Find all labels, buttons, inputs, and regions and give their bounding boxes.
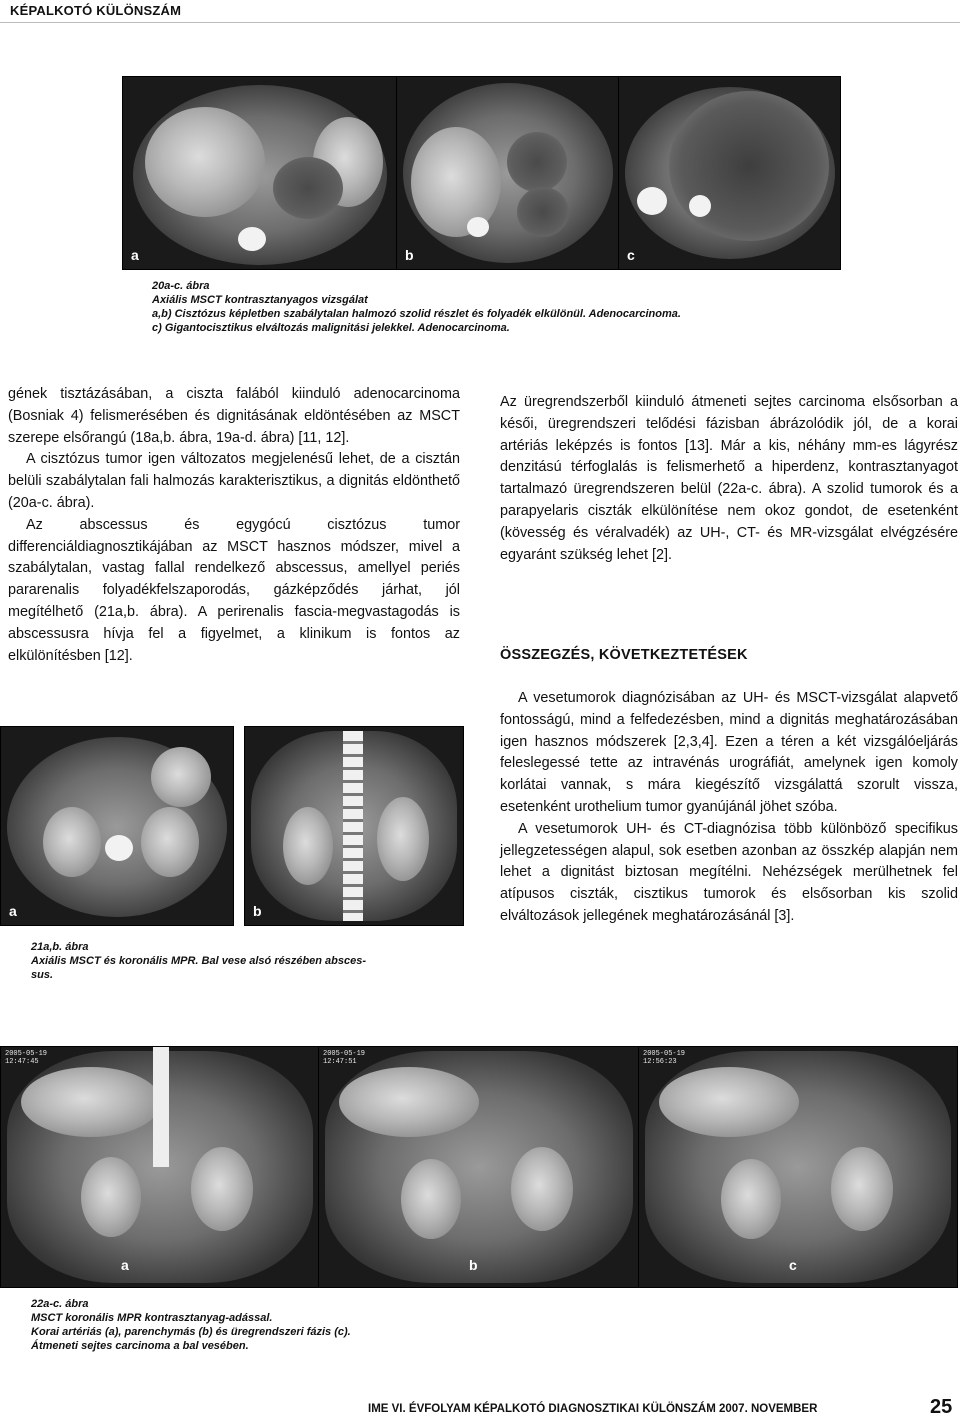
figure-22 bbox=[0, 1046, 956, 1286]
figure-21-caption-line: Axiális MSCT és koronális MPR. Bal vese alsó részében absces- bbox=[31, 955, 367, 967]
figure-21-number: 21a,b. ábra bbox=[31, 941, 89, 953]
right-column-bottom bbox=[500, 688, 958, 928]
ct-image-22c bbox=[638, 1046, 958, 1288]
panel-letter-a: a bbox=[121, 1257, 129, 1273]
panel-letter-c: c bbox=[627, 247, 635, 263]
page-number: 25 bbox=[930, 1396, 953, 1418]
figure-22-caption-line: MSCT koronális MPR kontrasztanyag-adással. bbox=[31, 1312, 273, 1324]
right-paragraph-1: Az üregrendszerből kiinduló átmeneti sejtes carcinoma elsősorban a késői, üregrendszeri telődési fázisban ábrázolódik jól, de a korai artériás leképzés is fontos [13]. Már a kis, néhány mm-es lágyrész denzitású térfoglalás is felismerhető a hiperdenz, kontrasztanyagot tartalmazó üregrendszeren belül (22a-c. ábra). A szolid tumorok és a parapyelaris ciszták elkülönítése nem okoz gondot, de esetenként (kövesség és véralvadék) az UH-, CT- és MR-vizsgálat elvégzésére egyaránt szükség lehet [2]. bbox=[500, 394, 958, 563]
figure-20-caption bbox=[152, 279, 681, 335]
ct-image-22b bbox=[318, 1046, 640, 1288]
left-paragraph-2: A cisztózus tumor igen változatos megjelenésű lehet, de a cisztán belüli szabálytalan fali halmozás karakterisztikus, a dignitás eldönthető (20a-c. ábra). bbox=[8, 451, 460, 511]
page-footer: IME VI. ÉVFOLYAM KÉPALKOTÓ DIAGNOSZTIKAI KÜLÖNSZÁM 2007. NOVEMBER bbox=[368, 1403, 818, 1415]
figure-22-caption-line: Átmeneti sejtes carcinoma a bal vesében. bbox=[31, 1340, 249, 1352]
figure-21-caption-line: sus. bbox=[31, 969, 54, 981]
ct-overlay-text: 2005-05-19 12:47:45 bbox=[5, 1050, 48, 1066]
figure-20-caption-line: a,b) Cisztózus képletben szabálytalan halmozó szolid részlet és folyadék elkülönül. Adenocarcinoma. bbox=[152, 308, 681, 320]
page-header bbox=[0, 0, 960, 23]
panel-letter-a: a bbox=[9, 903, 17, 919]
panel-letter-b: b bbox=[405, 247, 414, 263]
right-paragraph-2: A vesetumorok diagnózisában az UH- és MSCT-vizsgálat alapvető fontosságú, mind a felfedezésben, mind a dignitás meghatározásában igen hasznos módszerek [2,3,4]. Ezen a téren a két vizsgálóeljárás feleslegessé tette az intravénás urográfiát, amelynek igen komoly korlátai vannak, s mára kiegészítő vizsgálattá szorult vissza, esetenként urothelium tumor gyanújánál jöhet szóba. bbox=[500, 690, 958, 815]
panel-letter-a: a bbox=[131, 247, 139, 263]
figure-20 bbox=[122, 76, 839, 268]
header-title: KÉPALKOTÓ KÜLÖNSZÁM bbox=[10, 3, 182, 18]
figure-22-caption bbox=[31, 1297, 351, 1353]
panel-letter-b: b bbox=[469, 1257, 478, 1273]
ct-image-20c bbox=[618, 76, 841, 270]
right-column-top bbox=[500, 392, 958, 566]
ct-overlay-text: 2005-05-19 12:47:51 bbox=[323, 1050, 366, 1066]
left-column bbox=[8, 384, 460, 667]
panel-letter-c: c bbox=[789, 1257, 797, 1273]
figure-22-number: 22a-c. ábra bbox=[31, 1298, 89, 1310]
ct-image-20b bbox=[396, 76, 620, 270]
section-title: ÖSSZEGZÉS, KÖVETKEZTETÉSEK bbox=[500, 647, 748, 663]
figure-22-caption-line: Korai artériás (a), parenchymás (b) és üregrendszeri fázis (c). bbox=[31, 1326, 351, 1338]
ct-image-21a bbox=[0, 726, 234, 926]
figure-21-caption bbox=[31, 940, 366, 982]
figure-21 bbox=[0, 726, 462, 924]
figure-20-caption-line: Axiális MSCT kontrasztanyagos vizsgálat bbox=[152, 294, 368, 306]
panel-letter-b: b bbox=[253, 903, 262, 919]
figure-20-number: 20a-c. ábra bbox=[152, 280, 210, 292]
left-paragraph-3: Az abscessus és egygócú cisztózus tumor differenciáldiagnosztikájában az MSCT hasznos módszer, mivel a szabálytalan, vastag fallal rendelkező abscessus, amellyel periés pararenalis folyadékfelszaporodás, gázképződés járhat, jól megítélhető (21a,b. ábra). A perirenalis fascia-megvastagodás is abscessusra hívja fel a figyelmet, a klinikum is fontos az elkülönítésben [12]. bbox=[8, 516, 460, 664]
right-paragraph-3: A vesetumorok UH- és CT-diagnózisa több különböző specifikus jellegzetességen alapul, sok esetben azonban az összkép alapján nem lehet a dignitást biztosan megítélni. Nehézségek merülhetnek fel atípusos ciszták, cisztikus tumorok és elsősorban kis szolid elváltozások jellegének meghatározásánál [3]. bbox=[500, 820, 958, 924]
left-paragraph-1: gének tisztázásában, a ciszta falából kiinduló adenocarcinoma (Bosniak 4) felismerésében és dignitásának eldöntésében az MSCT szerepe elsőrangú (18a,b. ábra, 19a-d. ábra) [11, 12]. bbox=[8, 386, 460, 446]
ct-image-21b bbox=[244, 726, 464, 926]
ct-image-22a bbox=[0, 1046, 320, 1288]
figure-20-caption-line: c) Gigantocisztikus elváltozás malignitási jelekkel. Adenocarcinoma. bbox=[152, 322, 510, 334]
ct-image-20a bbox=[122, 76, 398, 270]
ct-overlay-text: 2005-05-19 12:56:23 bbox=[643, 1050, 686, 1066]
